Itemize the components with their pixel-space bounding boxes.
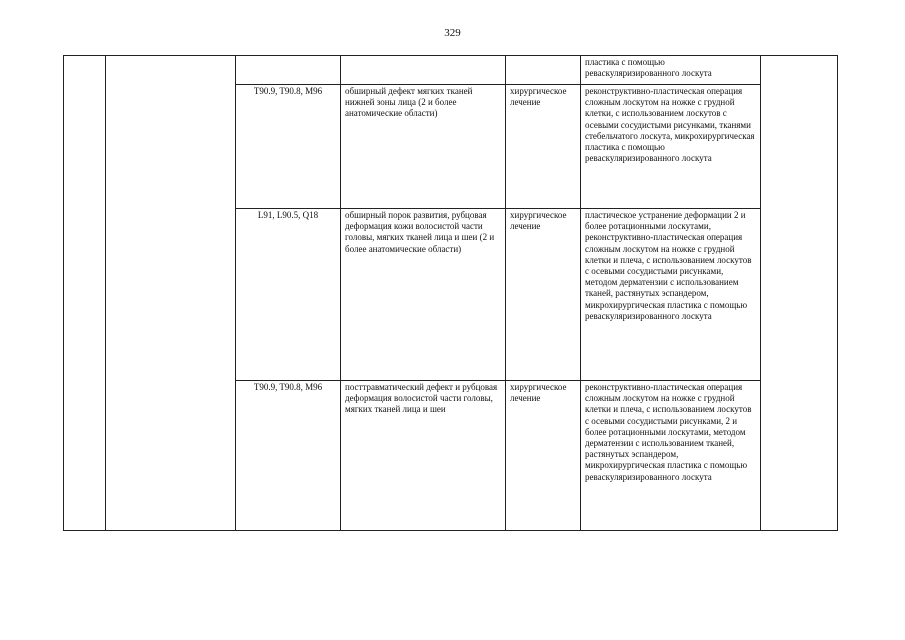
codes-cell: T90.9, T90.8, M96 [236,85,341,209]
method-cell: пластическое устранение деформации 2 и более ротационными лоскутами, реконструктивно-пластическая операция сложным лоскутом на ножке с грудной клетки и плеча, с использованием лоскутов с осевыми сосудистыми рисунками, методом дерматензии с использованием тканей, растянутых эспандером, микрохирургическая пластика с помощью реваскуляризированного лоскута [581,209,761,381]
table-row [64,56,838,85]
codes-cell: T90.9, T90.8, M96 [236,381,341,531]
method-cell: пластика с помощью реваскуляризированного лоскута [581,56,761,85]
codes-cell: L91, L90.5, Q18 [236,209,341,381]
cost-cell [761,56,838,531]
diagnosis-cell: обширный дефект мягких тканей нижней зоны лица (2 и более анатомические области) [341,85,506,209]
care-type-cell [106,56,236,531]
treatment-cell [506,56,581,85]
number-cell [64,56,106,531]
method-cell: реконструктивно-пластическая операция сложным лоскутом на ножке с грудной клетки и плеча, с использованием лоскутов с осевыми сосудистыми рисунками, 2 и более ротационными лоскутами, методом дерматензии с использованием тканей, растянутых эспандером, микрохирургическая пластика с помощью реваскуляризированного лоскута [581,381,761,531]
treatment-cell: хирургическое лечение [506,85,581,209]
diagnosis-cell: посттравматический дефект и рубцовая деформация волосистой части головы, мягких тканей лица и шеи [341,381,506,531]
treatment-cell: хирургическое лечение [506,209,581,381]
codes-cell [236,56,341,85]
diagnosis-cell: обширный порок развития, рубцовая деформация кожи волосистой части головы, мягких тканей лица и шеи (2 и более анатомические области) [341,209,506,381]
diagnosis-cell [341,56,506,85]
method-cell: реконструктивно-пластическая операция сложным лоскутом на ножке с грудной клетки, с использованием лоскутов с осевыми сосудистыми рисунками, тканями стебельчатого лоскута, микрохирургическая пластика с помощью реваскуляризированного лоскута [581,85,761,209]
medical-care-table [63,55,838,531]
treatment-cell: хирургическое лечение [506,381,581,531]
page-number: 329 [444,27,461,39]
